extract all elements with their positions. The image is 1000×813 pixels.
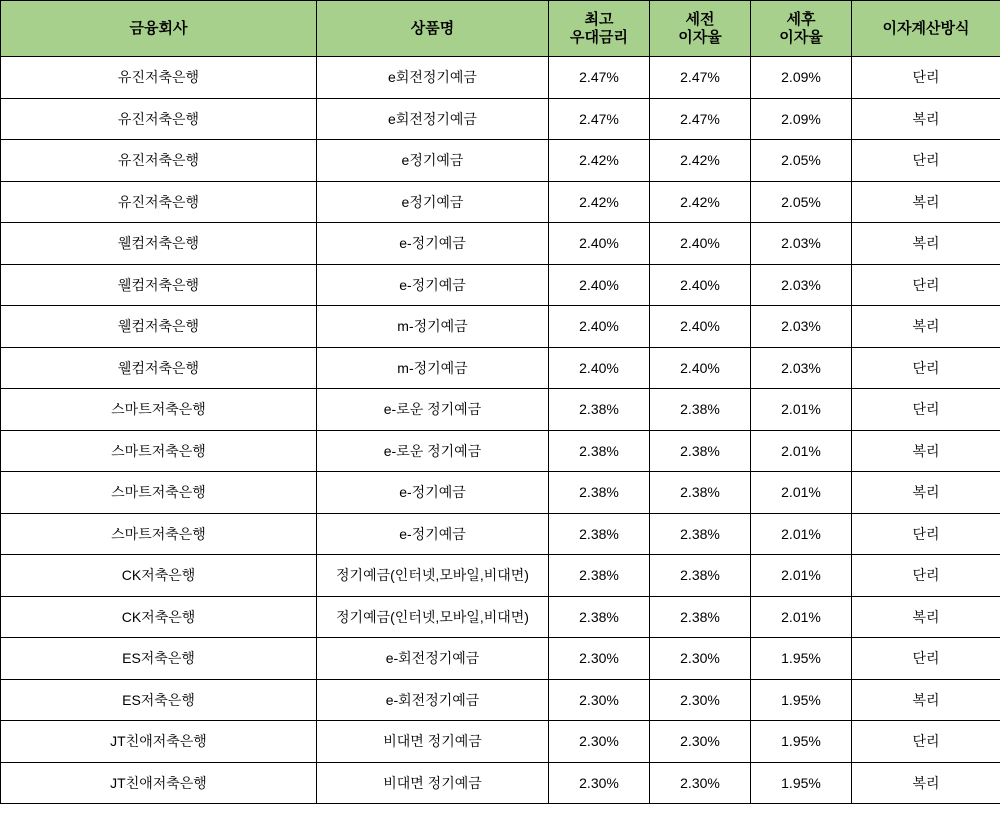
cell-product: 정기예금(인터넷,모바일,비대면) <box>317 555 549 597</box>
cell-company: ES저축은행 <box>1 679 317 721</box>
cell-aftertax-rate: 2.01% <box>751 430 852 472</box>
cell-aftertax-rate: 1.95% <box>751 679 852 721</box>
cell-best-rate: 2.38% <box>549 389 650 431</box>
cell-pretax-rate: 2.30% <box>650 721 751 763</box>
cell-best-rate: 2.38% <box>549 472 650 514</box>
cell-interest-method: 복리 <box>852 679 1000 721</box>
cell-pretax-rate: 2.38% <box>650 596 751 638</box>
cell-aftertax-rate: 2.01% <box>751 389 852 431</box>
cell-product: 비대면 정기예금 <box>317 721 549 763</box>
cell-aftertax-rate: 2.01% <box>751 555 852 597</box>
cell-best-rate: 2.38% <box>549 596 650 638</box>
cell-best-rate: 2.38% <box>549 430 650 472</box>
cell-best-rate: 2.30% <box>549 638 650 680</box>
table-row <box>1 679 1000 721</box>
cell-pretax-rate: 2.47% <box>650 98 751 140</box>
cell-aftertax-rate: 2.03% <box>751 264 852 306</box>
cell-product: e회전정기예금 <box>317 57 549 99</box>
cell-pretax-rate: 2.30% <box>650 638 751 680</box>
cell-aftertax-rate: 1.95% <box>751 721 852 763</box>
cell-interest-method: 단리 <box>852 347 1000 389</box>
cell-aftertax-rate: 2.01% <box>751 472 852 514</box>
table-row <box>1 596 1000 638</box>
cell-company: 스마트저축은행 <box>1 513 317 555</box>
cell-interest-method: 복리 <box>852 181 1000 223</box>
column-header-interest-method <box>852 1 1000 57</box>
column-header-pretax-rate-line-1: 세전 <box>685 11 715 29</box>
cell-pretax-rate: 2.40% <box>650 306 751 348</box>
column-header-aftertax-rate-line-2: 이자율 <box>779 28 823 46</box>
column-header-product <box>317 1 549 57</box>
cell-product: e-정기예금 <box>317 472 549 514</box>
table-row <box>1 223 1000 265</box>
cell-pretax-rate: 2.30% <box>650 679 751 721</box>
cell-aftertax-rate: 2.05% <box>751 140 852 182</box>
cell-aftertax-rate: 2.03% <box>751 306 852 348</box>
cell-company: 웰컴저축은행 <box>1 264 317 306</box>
table-header-row <box>1 1 1000 57</box>
cell-product: e-정기예금 <box>317 513 549 555</box>
cell-pretax-rate: 2.42% <box>650 140 751 182</box>
table-row <box>1 472 1000 514</box>
cell-company: 유진저축은행 <box>1 57 317 99</box>
cell-best-rate: 2.42% <box>549 181 650 223</box>
column-header-interest-method-line-1: 이자계산방식 <box>882 19 970 37</box>
column-header-pretax-rate <box>650 1 751 57</box>
table-body <box>1 57 1000 804</box>
column-header-aftertax-rate <box>751 1 852 57</box>
table-row <box>1 513 1000 555</box>
table-row <box>1 721 1000 763</box>
cell-company: 유진저축은행 <box>1 98 317 140</box>
cell-pretax-rate: 2.40% <box>650 347 751 389</box>
cell-best-rate: 2.40% <box>549 264 650 306</box>
cell-aftertax-rate: 2.03% <box>751 347 852 389</box>
cell-interest-method: 복리 <box>852 98 1000 140</box>
cell-best-rate: 2.30% <box>549 762 650 804</box>
cell-best-rate: 2.30% <box>549 679 650 721</box>
column-header-company-line-1: 금융회사 <box>129 19 188 37</box>
table-row <box>1 762 1000 804</box>
cell-aftertax-rate: 2.05% <box>751 181 852 223</box>
cell-pretax-rate: 2.42% <box>650 181 751 223</box>
cell-interest-method: 단리 <box>852 264 1000 306</box>
table-row <box>1 264 1000 306</box>
cell-product: e-회전정기예금 <box>317 638 549 680</box>
cell-interest-method: 복리 <box>852 306 1000 348</box>
cell-interest-method: 단리 <box>852 140 1000 182</box>
cell-interest-method: 단리 <box>852 389 1000 431</box>
cell-company: 유진저축은행 <box>1 181 317 223</box>
cell-interest-method: 단리 <box>852 638 1000 680</box>
cell-product: e-정기예금 <box>317 223 549 265</box>
cell-product: e-로운 정기예금 <box>317 389 549 431</box>
cell-pretax-rate: 2.40% <box>650 264 751 306</box>
cell-company: ES저축은행 <box>1 638 317 680</box>
table-row <box>1 555 1000 597</box>
cell-product: e-정기예금 <box>317 264 549 306</box>
cell-best-rate: 2.42% <box>549 140 650 182</box>
cell-company: JT친애저축은행 <box>1 721 317 763</box>
cell-interest-method: 복리 <box>852 762 1000 804</box>
cell-interest-method: 단리 <box>852 721 1000 763</box>
cell-pretax-rate: 2.38% <box>650 389 751 431</box>
column-header-best-rate-line-2: 우대금리 <box>570 28 628 46</box>
cell-pretax-rate: 2.40% <box>650 223 751 265</box>
cell-aftertax-rate: 2.09% <box>751 57 852 99</box>
cell-best-rate: 2.40% <box>549 306 650 348</box>
cell-best-rate: 2.38% <box>549 513 650 555</box>
column-header-aftertax-rate-line-1: 세후 <box>786 11 816 29</box>
cell-aftertax-rate: 2.03% <box>751 223 852 265</box>
cell-pretax-rate: 2.47% <box>650 57 751 99</box>
cell-company: 스마트저축은행 <box>1 472 317 514</box>
cell-product: e-회전정기예금 <box>317 679 549 721</box>
cell-company: CK저축은행 <box>1 596 317 638</box>
cell-product: e-로운 정기예금 <box>317 430 549 472</box>
cell-interest-method: 복리 <box>852 596 1000 638</box>
column-header-best-rate <box>549 1 650 57</box>
cell-product: e정기예금 <box>317 181 549 223</box>
table-row <box>1 347 1000 389</box>
column-header-company <box>1 1 317 57</box>
cell-pretax-rate: 2.38% <box>650 472 751 514</box>
cell-aftertax-rate: 2.01% <box>751 596 852 638</box>
table-row <box>1 306 1000 348</box>
cell-aftertax-rate: 2.09% <box>751 98 852 140</box>
cell-company: 스마트저축은행 <box>1 430 317 472</box>
table-row <box>1 57 1000 99</box>
cell-best-rate: 2.47% <box>549 98 650 140</box>
cell-pretax-rate: 2.38% <box>650 555 751 597</box>
cell-company: JT친애저축은행 <box>1 762 317 804</box>
cell-product: 정기예금(인터넷,모바일,비대면) <box>317 596 549 638</box>
cell-company: 스마트저축은행 <box>1 389 317 431</box>
table-row <box>1 389 1000 431</box>
cell-product: 비대면 정기예금 <box>317 762 549 804</box>
table-row <box>1 98 1000 140</box>
cell-company: 웰컴저축은행 <box>1 306 317 348</box>
table-row <box>1 430 1000 472</box>
cell-product: e정기예금 <box>317 140 549 182</box>
cell-interest-method: 복리 <box>852 472 1000 514</box>
cell-interest-method: 복리 <box>852 223 1000 265</box>
cell-product: m-정기예금 <box>317 347 549 389</box>
table-header <box>1 1 1000 57</box>
cell-pretax-rate: 2.38% <box>650 513 751 555</box>
column-header-pretax-rate-line-2: 이자율 <box>678 28 722 46</box>
table-row <box>1 638 1000 680</box>
cell-best-rate: 2.40% <box>549 223 650 265</box>
cell-pretax-rate: 2.38% <box>650 430 751 472</box>
cell-company: 유진저축은행 <box>1 140 317 182</box>
cell-best-rate: 2.47% <box>549 57 650 99</box>
table-row <box>1 181 1000 223</box>
cell-company: CK저축은행 <box>1 555 317 597</box>
cell-interest-method: 단리 <box>852 513 1000 555</box>
cell-best-rate: 2.40% <box>549 347 650 389</box>
cell-company: 웰컴저축은행 <box>1 223 317 265</box>
cell-aftertax-rate: 1.95% <box>751 638 852 680</box>
cell-company: 웰컴저축은행 <box>1 347 317 389</box>
cell-aftertax-rate: 1.95% <box>751 762 852 804</box>
cell-best-rate: 2.38% <box>549 555 650 597</box>
cell-interest-method: 복리 <box>852 430 1000 472</box>
cell-aftertax-rate: 2.01% <box>751 513 852 555</box>
cell-pretax-rate: 2.30% <box>650 762 751 804</box>
cell-interest-method: 단리 <box>852 57 1000 99</box>
cell-best-rate: 2.30% <box>549 721 650 763</box>
column-header-best-rate-line-1: 최고 <box>584 11 614 29</box>
column-header-product-line-1: 상품명 <box>410 19 455 37</box>
cell-interest-method: 단리 <box>852 555 1000 597</box>
table-row <box>1 140 1000 182</box>
cell-product: m-정기예금 <box>317 306 549 348</box>
cell-product: e회전정기예금 <box>317 98 549 140</box>
